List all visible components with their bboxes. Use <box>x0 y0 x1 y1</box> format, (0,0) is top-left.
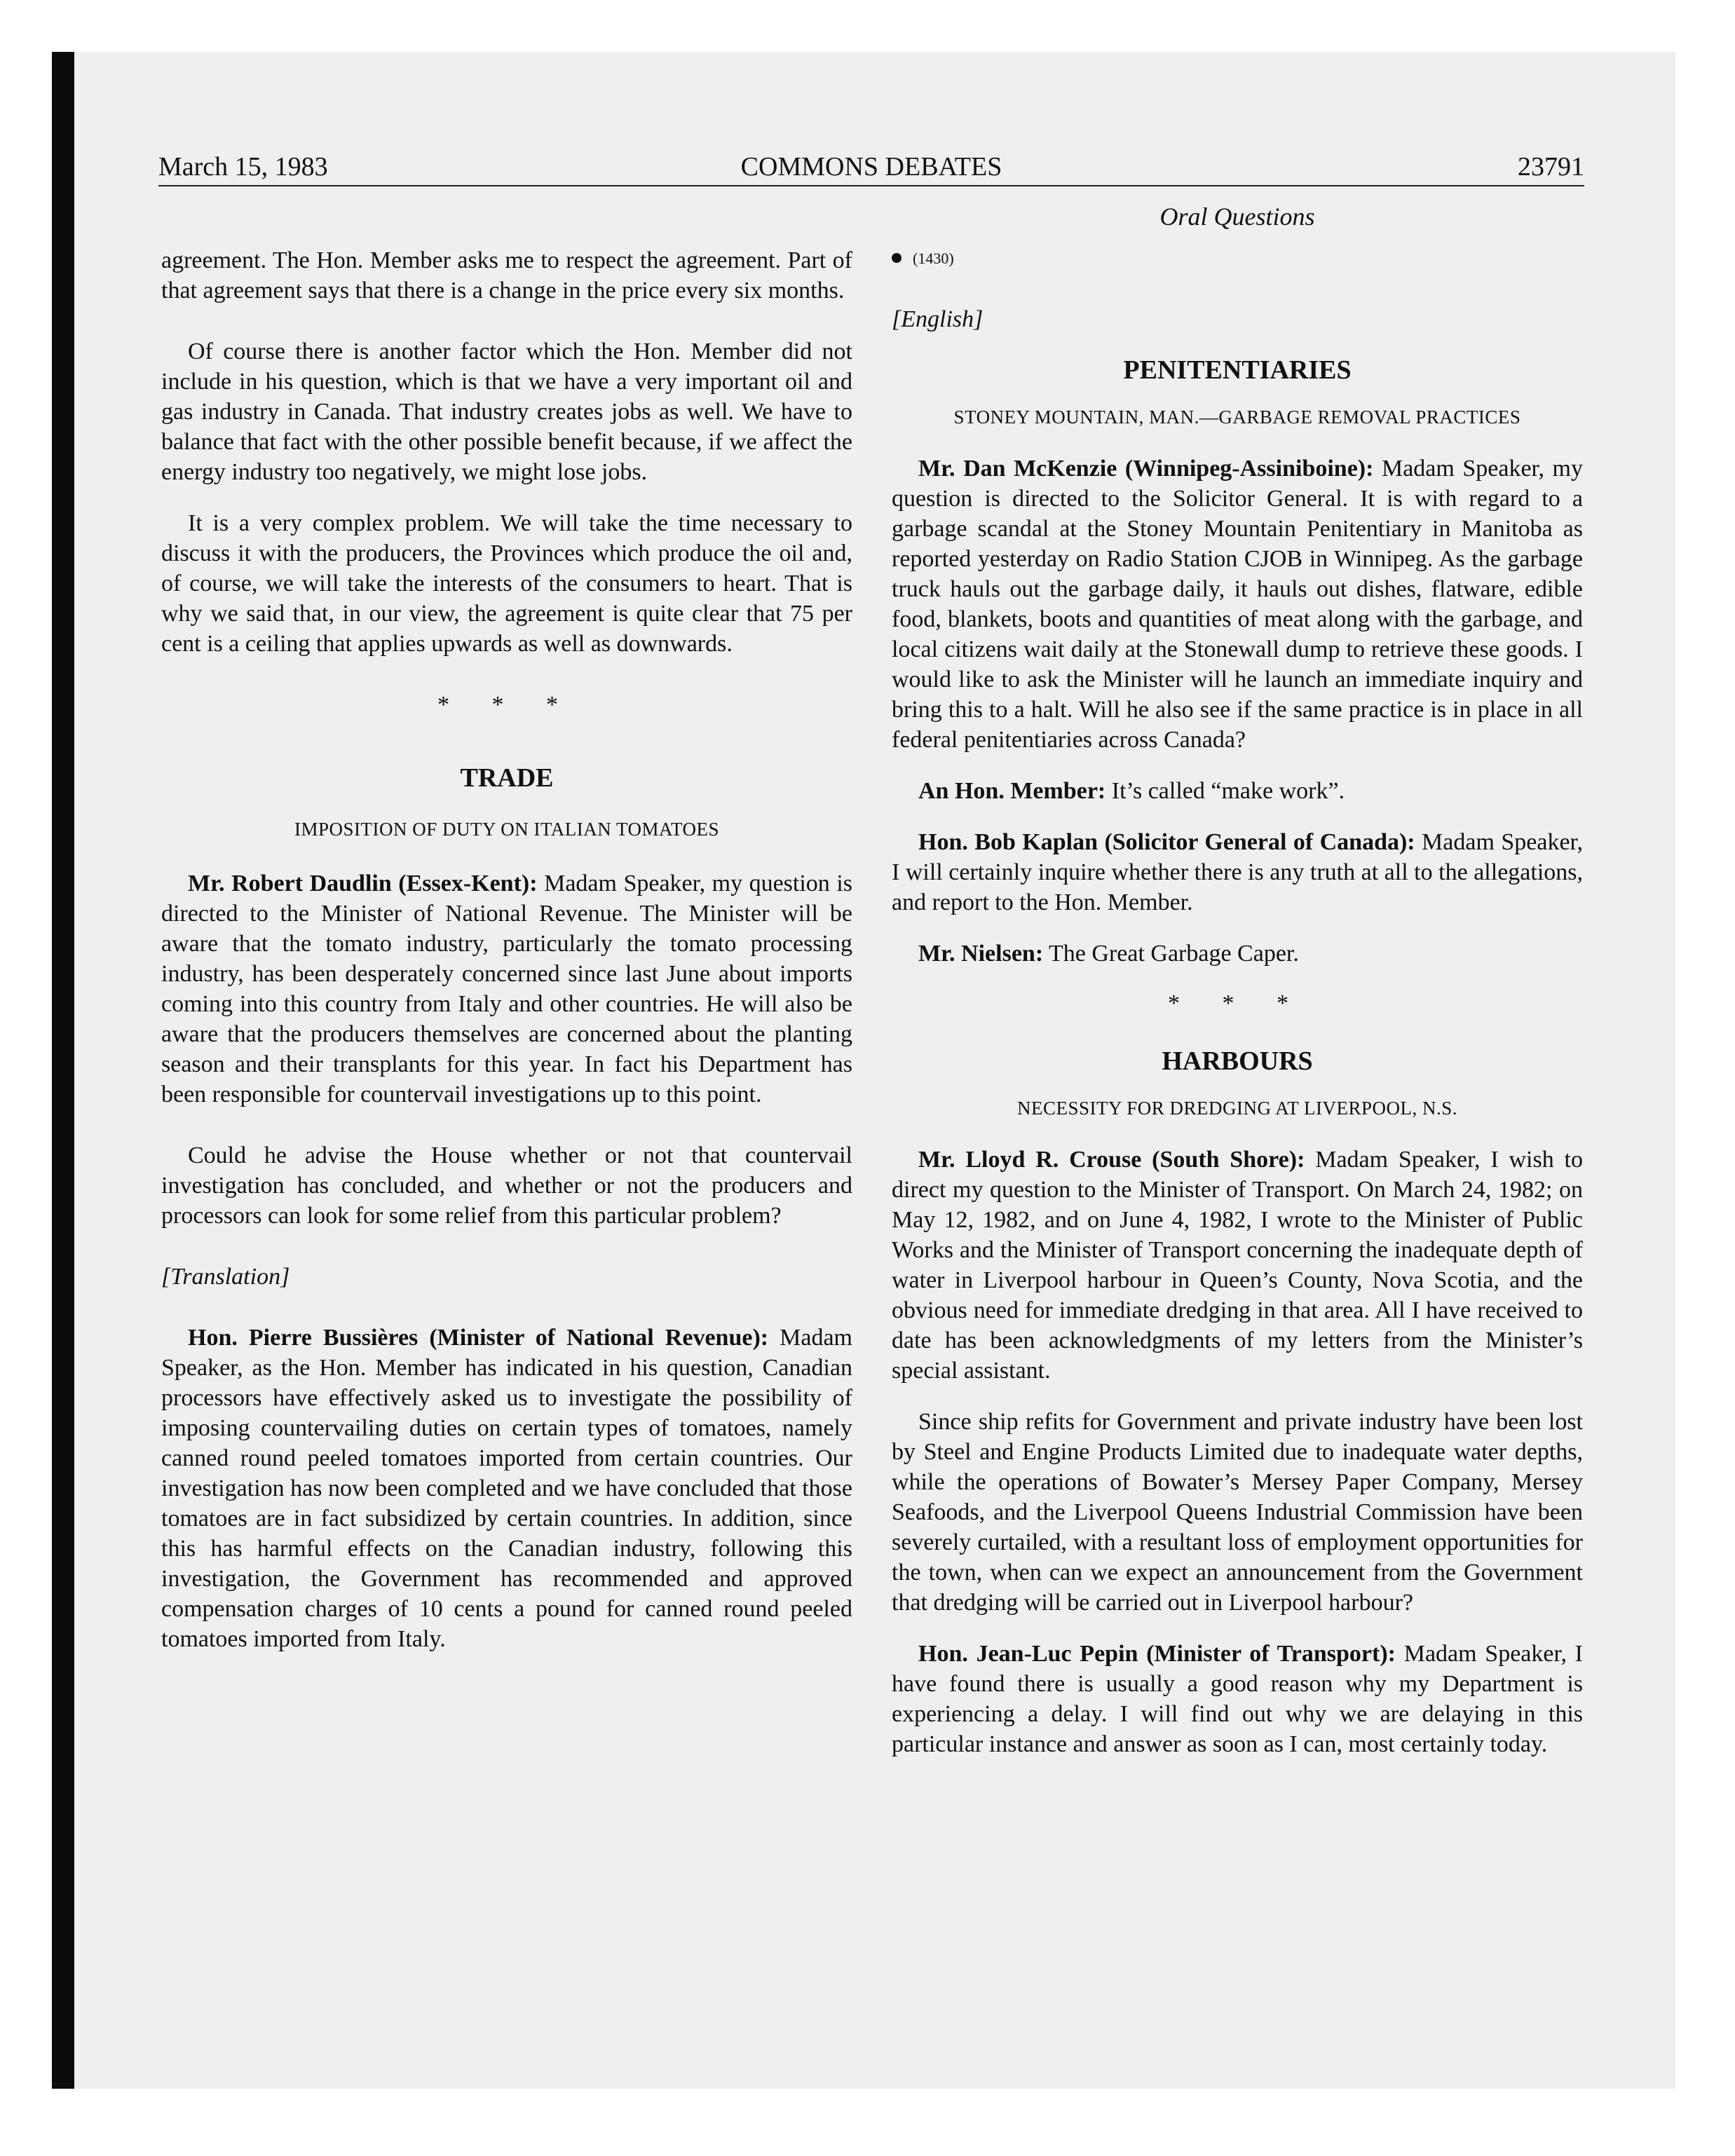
time-marker: (1430) <box>892 241 1583 273</box>
speech-text: It’s called “make work”. <box>1105 778 1345 804</box>
speech-hon-member <box>892 776 1583 806</box>
speech-text: Madam Speaker, I will certainly inquire whether there is any truth at all to the allegations, and report to the Hon. Member. <box>892 829 1583 915</box>
section-subhead: IMPOSITION OF DUTY ON ITALIAN TOMATOES <box>294 819 720 840</box>
speech-pepin <box>892 1639 1583 1759</box>
header-date: March 15, 1983 <box>158 152 328 182</box>
speaker-name: Mr. Dan McKenzie (Winnipeg-Assiniboine): <box>918 456 1374 482</box>
left-column <box>161 245 852 1654</box>
paragraph: Could he advise the House whether or not that countervail investigation has concluded, and whether or not the producers and processors can look for some relief from this particular problem? <box>161 1142 852 1229</box>
speech-text: Madam Speaker, I wish to direct my question to the Minister of Transport. On March 24, 1982; on May 12, 1982, and on June 4, 1982, I wrote to the Minister of Public Works and the Minister of Transport concerning the inadequate depth of water in Liverpool harbour in Queen’s County, Nova Scotia, and the obvious need for immediate dredging in that area. All I have received to date has been acknowledgments of my letters from the Minister’s special assistant. <box>892 1147 1583 1384</box>
speech-text: Madam Speaker, as the Hon. Member has indicated in his question, Canadian processors have effectively asked us to investigate the possibility of imposing countervailing duties on certain types of tomatoes, namely canned round peeled tomatoes imported from certain countries. Our investigation has now been completed and we have concluded that those tomatoes are in fact subsidized by certain countries. In addition, since this has harmful effects on the Canadian industry, following this investigation, the Government has recommended and approved compensation charges of 10 cents a pound for canned round peeled tomatoes imported from Italy. <box>161 1325 852 1652</box>
section-subhead: STONEY MOUNTAIN, MAN.—GARBAGE REMOVAL PRACTICES <box>953 407 1521 428</box>
speaker-name: Mr. Robert Daudlin (Essex-Kent): <box>188 871 538 896</box>
page-header <box>158 147 1584 186</box>
section-title: TRADE <box>460 763 554 793</box>
section-separator: * * * <box>1168 990 1307 1016</box>
speech-text: Madam Speaker, my question is directed to the Minister of National Revenue. The Minister will be aware that the tomato industry, particularly the tomato processing industry, has been desperately concerned since last June about imports coming into this country from Italy and other countries. He will also be aware that the producers themselves are concerned about the planting season and their transplants for this year. In fact his Department has been responsible for countervail investigations up to this point. <box>161 871 853 1107</box>
speaker-name: Mr. Lloyd R. Crouse (South Shore): <box>918 1147 1305 1173</box>
header-rule <box>158 185 1584 186</box>
speaker-name: Hon. Jean-Luc Pepin (Minister of Transport): <box>918 1641 1396 1667</box>
language-marker: [Translation] <box>161 1264 290 1290</box>
speech-text: Madam Speaker, my question is directed to the Solicitor General. It is with regard to a garbage scandal at the Stoney Mountain Penitentiary in Manitoba as reported yesterday on Radio Station CJOB in Winnipeg. As the garbage truck hauls out the garbage daily, it hauls out dishes, flatware, edible food, blankets, boots and quantities of meat along with the garbage, and local citizens wait daily at the Stonewall dump to retrieve these goods. I would like to ask the Minister will he launch an immediate inquiry and bring this to a halt. Will he also see if the same practice is in place in all federal penitentiaries across Canada? <box>892 456 1584 753</box>
speaker-name: Hon. Pierre Bussières (Minister of National Revenue): <box>188 1325 769 1351</box>
speech-mckenzie <box>892 453 1583 755</box>
paragraph: It is a very complex problem. We will take the time necessary to discuss it with the producers, the Provinces which produce the oil and, of course, we will take the interests of the consumers to heart. That is why we said that, in our view, the agreement is quite clear that 75 per cent is a ceiling that applies upwards as well as downwards. <box>161 510 852 657</box>
paragraph: Of course there is another factor which the Hon. Member did not include in his question, which is that we have a very important oil and gas industry in Canada. That industry creates jobs as well. We have to balance that fact with the other possible benefit because, if we affect the energy industry too negatively, we might lose jobs. <box>161 339 852 485</box>
speaker-name: Mr. Nielsen: <box>918 941 1044 967</box>
running-head: Oral Questions <box>1159 203 1315 231</box>
paragraph: agreement. The Hon. Member asks me to respect the agreement. Part of that agreement says that there is a change in the price every six months. <box>161 247 852 303</box>
scan-edge <box>52 52 74 2089</box>
right-column <box>892 241 1583 1759</box>
header-publication: COMMONS DEBATES <box>740 152 1002 182</box>
speech-text: The Great Garbage Caper. <box>1043 941 1299 967</box>
speech-bussieres <box>161 1323 852 1654</box>
speech-text: Madam Speaker, I have found there is usually a good reason why my Department is experiencing a delay. I will find out why we are delaying in this particular instance and answer as soon as I can, most certainly today. <box>892 1641 1583 1757</box>
section-subhead: NECESSITY FOR DREDGING AT LIVERPOOL, N.S. <box>1016 1098 1458 1119</box>
bullet-icon <box>892 253 901 263</box>
section-separator: * * * <box>437 692 576 718</box>
speech-crouse <box>892 1145 1583 1386</box>
section-title: PENITENTIARIES <box>1123 355 1352 385</box>
speaker-name: Hon. Bob Kaplan (Solicitor General of Canada): <box>918 829 1415 855</box>
header-page-number: 23791 <box>1518 152 1584 182</box>
speech-nielsen <box>892 939 1583 969</box>
section-title: HARBOURS <box>1162 1046 1313 1076</box>
language-marker: [English] <box>892 306 984 332</box>
paragraph: Since ship refits for Government and private industry have been lost by Steel and Engine Products Limited due to inadequate water depths, while the operations of Bowater’s Mersey Paper Company, Mersey Seafoods, and the Liverpool Queens Industrial Commission have been severely curtailed, with a resultant loss of employment opportunities for the town, when can we expect an announcement from the Government that dredging will be carried out in Liverpool harbour? <box>892 1409 1583 1616</box>
speech-daudlin <box>161 868 852 1110</box>
speech-kaplan <box>892 827 1583 917</box>
speaker-name: An Hon. Member: <box>918 778 1106 804</box>
